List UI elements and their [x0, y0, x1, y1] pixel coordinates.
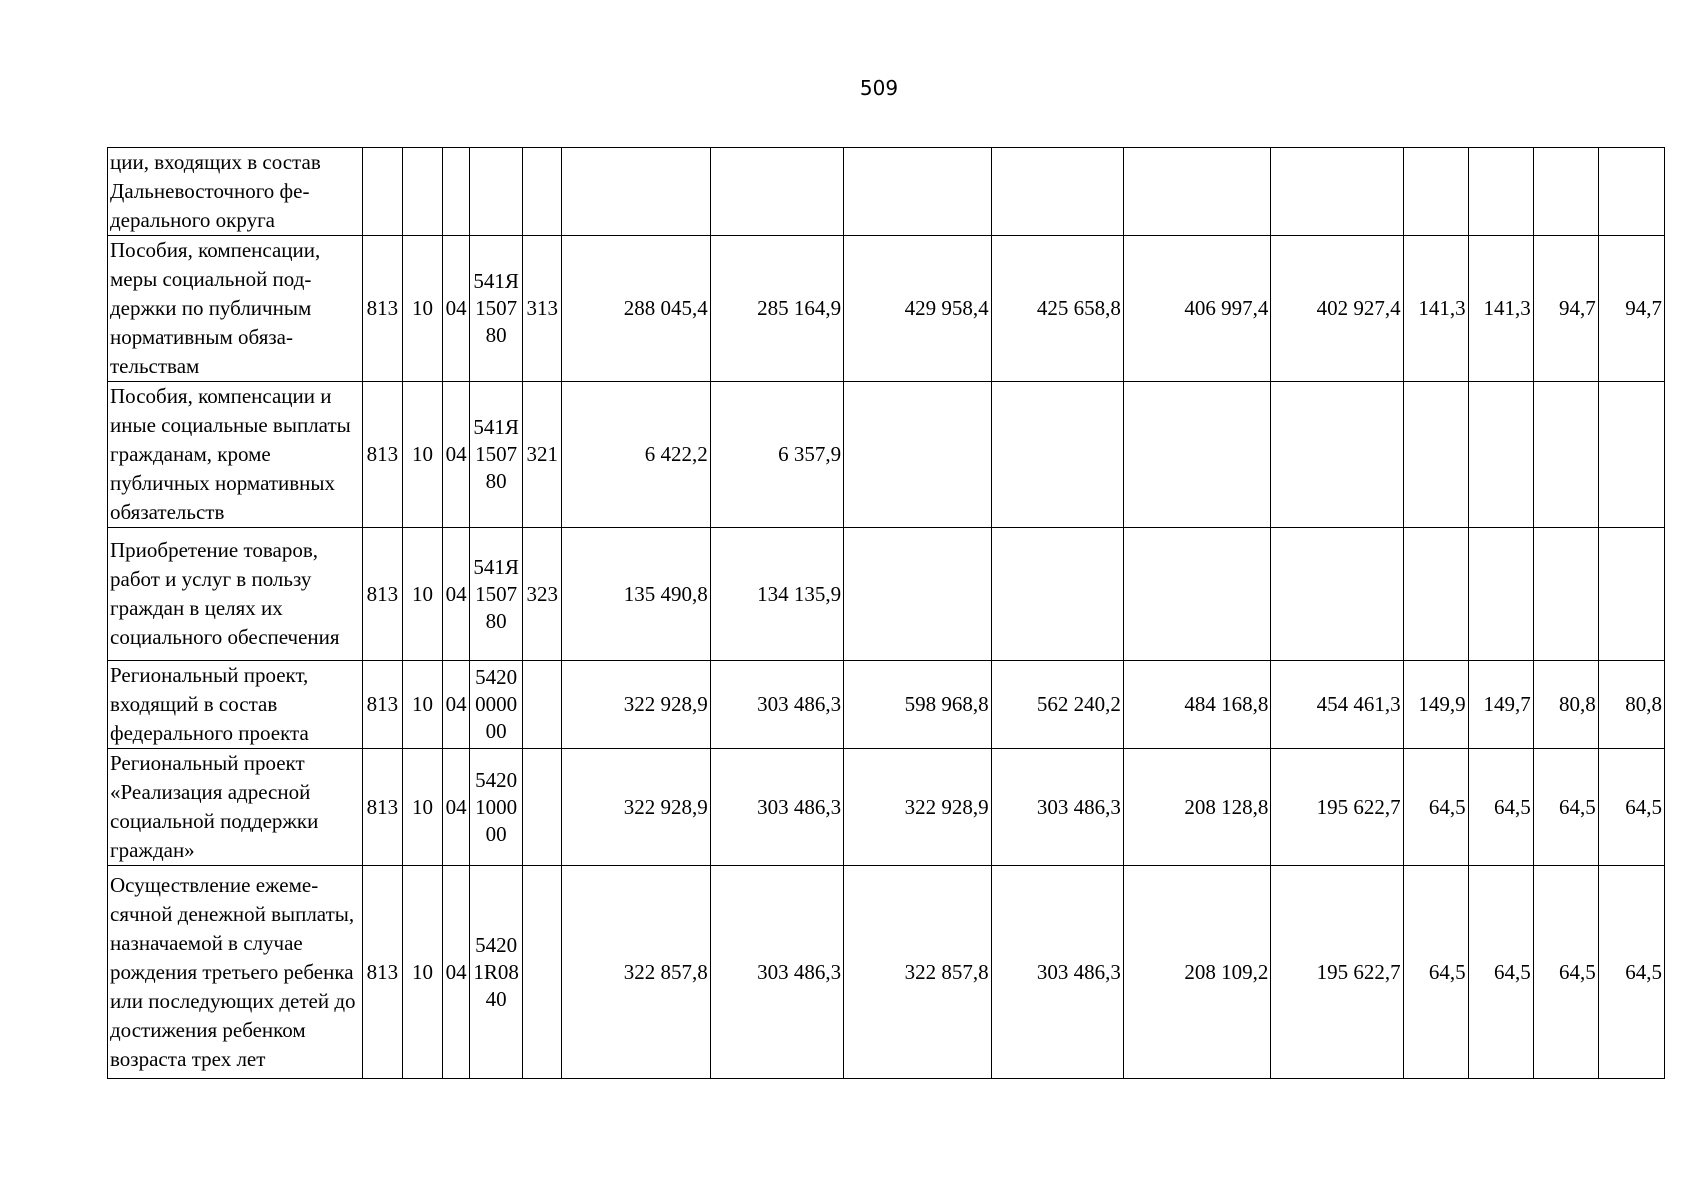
- percent-2: 149,7: [1468, 661, 1533, 749]
- target-article-code: 541Я 1507 80: [470, 528, 523, 661]
- percent-1: 64,5: [1403, 749, 1468, 866]
- section-code: 10: [402, 866, 442, 1079]
- subsection-code: 04: [443, 528, 470, 661]
- ved-code: 813: [362, 236, 402, 382]
- value-1: 322 928,9: [562, 749, 711, 866]
- ved-code: 813: [362, 382, 402, 528]
- percent-1: [1403, 382, 1468, 528]
- percent-3: [1533, 528, 1598, 661]
- section-code: 10: [402, 749, 442, 866]
- subsection-code: 04: [443, 661, 470, 749]
- value-1: 322 928,9: [562, 661, 711, 749]
- target-article-code: 5420 1R08 40: [470, 866, 523, 1079]
- value-4: 303 486,3: [991, 866, 1123, 1079]
- row-name: ции, входящих в состав Дальневосточного федерального округа: [108, 148, 363, 236]
- row-name: Региональный проект «Реализация адресной социальной поддержки граждан»: [108, 749, 363, 866]
- table-row: [108, 661, 1665, 749]
- value-6: 195 622,7: [1271, 749, 1403, 866]
- value-3: 429 958,4: [844, 236, 991, 382]
- value-1: 288 045,4: [562, 236, 711, 382]
- percent-1: [1403, 528, 1468, 661]
- table-row: [108, 528, 1665, 661]
- value-6: 402 927,4: [1271, 236, 1403, 382]
- expense-type-code: 323: [523, 528, 562, 661]
- ved-code: [362, 148, 402, 236]
- value-6: 195 622,7: [1271, 866, 1403, 1079]
- row-name: Пособия, компенсации, меры социальной поддержки по публичным нормативным обязательствам: [108, 236, 363, 382]
- ved-code: 813: [362, 528, 402, 661]
- percent-1: [1403, 148, 1468, 236]
- value-3: 322 857,8: [844, 866, 991, 1079]
- value-3: [844, 528, 991, 661]
- percent-3: 94,7: [1533, 236, 1598, 382]
- value-3: 322 928,9: [844, 749, 991, 866]
- target-article-code: 541Я 1507 80: [470, 236, 523, 382]
- value-2: 303 486,3: [710, 866, 843, 1079]
- target-article-code: 5420 0000 00: [470, 661, 523, 749]
- ved-code: 813: [362, 661, 402, 749]
- percent-3: 64,5: [1533, 866, 1598, 1079]
- expense-type-code: [523, 661, 562, 749]
- ved-code: 813: [362, 749, 402, 866]
- subsection-code: [443, 148, 470, 236]
- value-6: 454 461,3: [1271, 661, 1403, 749]
- value-5: 406 997,4: [1123, 236, 1270, 382]
- percent-3: 80,8: [1533, 661, 1598, 749]
- percent-2: [1468, 528, 1533, 661]
- subsection-code: 04: [443, 866, 470, 1079]
- section-code: 10: [402, 661, 442, 749]
- target-article-code: 5420 1000 00: [470, 749, 523, 866]
- section-code: 10: [402, 528, 442, 661]
- percent-2: [1468, 382, 1533, 528]
- expense-type-code: [523, 866, 562, 1079]
- section-code: 10: [402, 236, 442, 382]
- subsection-code: 04: [443, 236, 470, 382]
- percent-4: [1598, 528, 1664, 661]
- percent-4: 64,5: [1598, 866, 1664, 1079]
- table-body: [108, 148, 1665, 1079]
- section-code: 10: [402, 382, 442, 528]
- percent-4: [1598, 148, 1664, 236]
- value-3: [844, 148, 991, 236]
- percent-1: 149,9: [1403, 661, 1468, 749]
- percent-1: 141,3: [1403, 236, 1468, 382]
- value-1: 322 857,8: [562, 866, 711, 1079]
- value-4: 562 240,2: [991, 661, 1123, 749]
- percent-1: 64,5: [1403, 866, 1468, 1079]
- table-row: [108, 866, 1665, 1079]
- value-5: [1123, 528, 1270, 661]
- value-6: [1271, 148, 1403, 236]
- percent-4: [1598, 382, 1664, 528]
- percent-3: 64,5: [1533, 749, 1598, 866]
- page-number: 509: [859, 76, 899, 100]
- value-5: 208 128,8: [1123, 749, 1270, 866]
- subsection-code: 04: [443, 382, 470, 528]
- row-name: Пособия, компенсации и иные социальные выплаты гражданам, кроме публичных нормативных обязательств: [108, 382, 363, 528]
- table-row: [108, 382, 1665, 528]
- target-article-code: 541Я 1507 80: [470, 382, 523, 528]
- percent-2: [1468, 148, 1533, 236]
- percent-2: 64,5: [1468, 749, 1533, 866]
- value-2: 134 135,9: [710, 528, 843, 661]
- table-row: [108, 236, 1665, 382]
- value-1: [562, 148, 711, 236]
- percent-4: 94,7: [1598, 236, 1664, 382]
- subsection-code: 04: [443, 749, 470, 866]
- budget-table: [107, 147, 1665, 1079]
- table-row: [108, 148, 1665, 236]
- value-6: [1271, 382, 1403, 528]
- value-5: [1123, 382, 1270, 528]
- percent-3: [1533, 148, 1598, 236]
- row-name: Приобретение товаров, работ и услуг в пользу граждан в целях их социального обеспечения: [108, 528, 363, 661]
- value-5: [1123, 148, 1270, 236]
- expense-type-code: 313: [523, 236, 562, 382]
- value-3: 598 968,8: [844, 661, 991, 749]
- row-name: Осуществление ежемесячной денежной выплаты, назначаемой в случае рождения третьего ребенка или последующих детей до достижения ребенком возраста трех лет: [108, 866, 363, 1079]
- value-2: 285 164,9: [710, 236, 843, 382]
- value-4: [991, 528, 1123, 661]
- value-5: 484 168,8: [1123, 661, 1270, 749]
- value-2: 6 357,9: [710, 382, 843, 528]
- value-1: 6 422,2: [562, 382, 711, 528]
- value-4: [991, 148, 1123, 236]
- expense-type-code: [523, 148, 562, 236]
- percent-2: 141,3: [1468, 236, 1533, 382]
- row-name: Региональный проект, входящий в состав федерального проекта: [108, 661, 363, 749]
- value-5: 208 109,2: [1123, 866, 1270, 1079]
- percent-3: [1533, 382, 1598, 528]
- ved-code: 813: [362, 866, 402, 1079]
- table-row: [108, 749, 1665, 866]
- expense-type-code: 321: [523, 382, 562, 528]
- value-1: 135 490,8: [562, 528, 711, 661]
- value-2: [710, 148, 843, 236]
- value-4: [991, 382, 1123, 528]
- percent-4: 80,8: [1598, 661, 1664, 749]
- value-2: 303 486,3: [710, 661, 843, 749]
- expense-type-code: [523, 749, 562, 866]
- percent-4: 64,5: [1598, 749, 1664, 866]
- value-6: [1271, 528, 1403, 661]
- value-3: [844, 382, 991, 528]
- value-4: 303 486,3: [991, 749, 1123, 866]
- section-code: [402, 148, 442, 236]
- value-2: 303 486,3: [710, 749, 843, 866]
- percent-2: 64,5: [1468, 866, 1533, 1079]
- target-article-code: [470, 148, 523, 236]
- value-4: 425 658,8: [991, 236, 1123, 382]
